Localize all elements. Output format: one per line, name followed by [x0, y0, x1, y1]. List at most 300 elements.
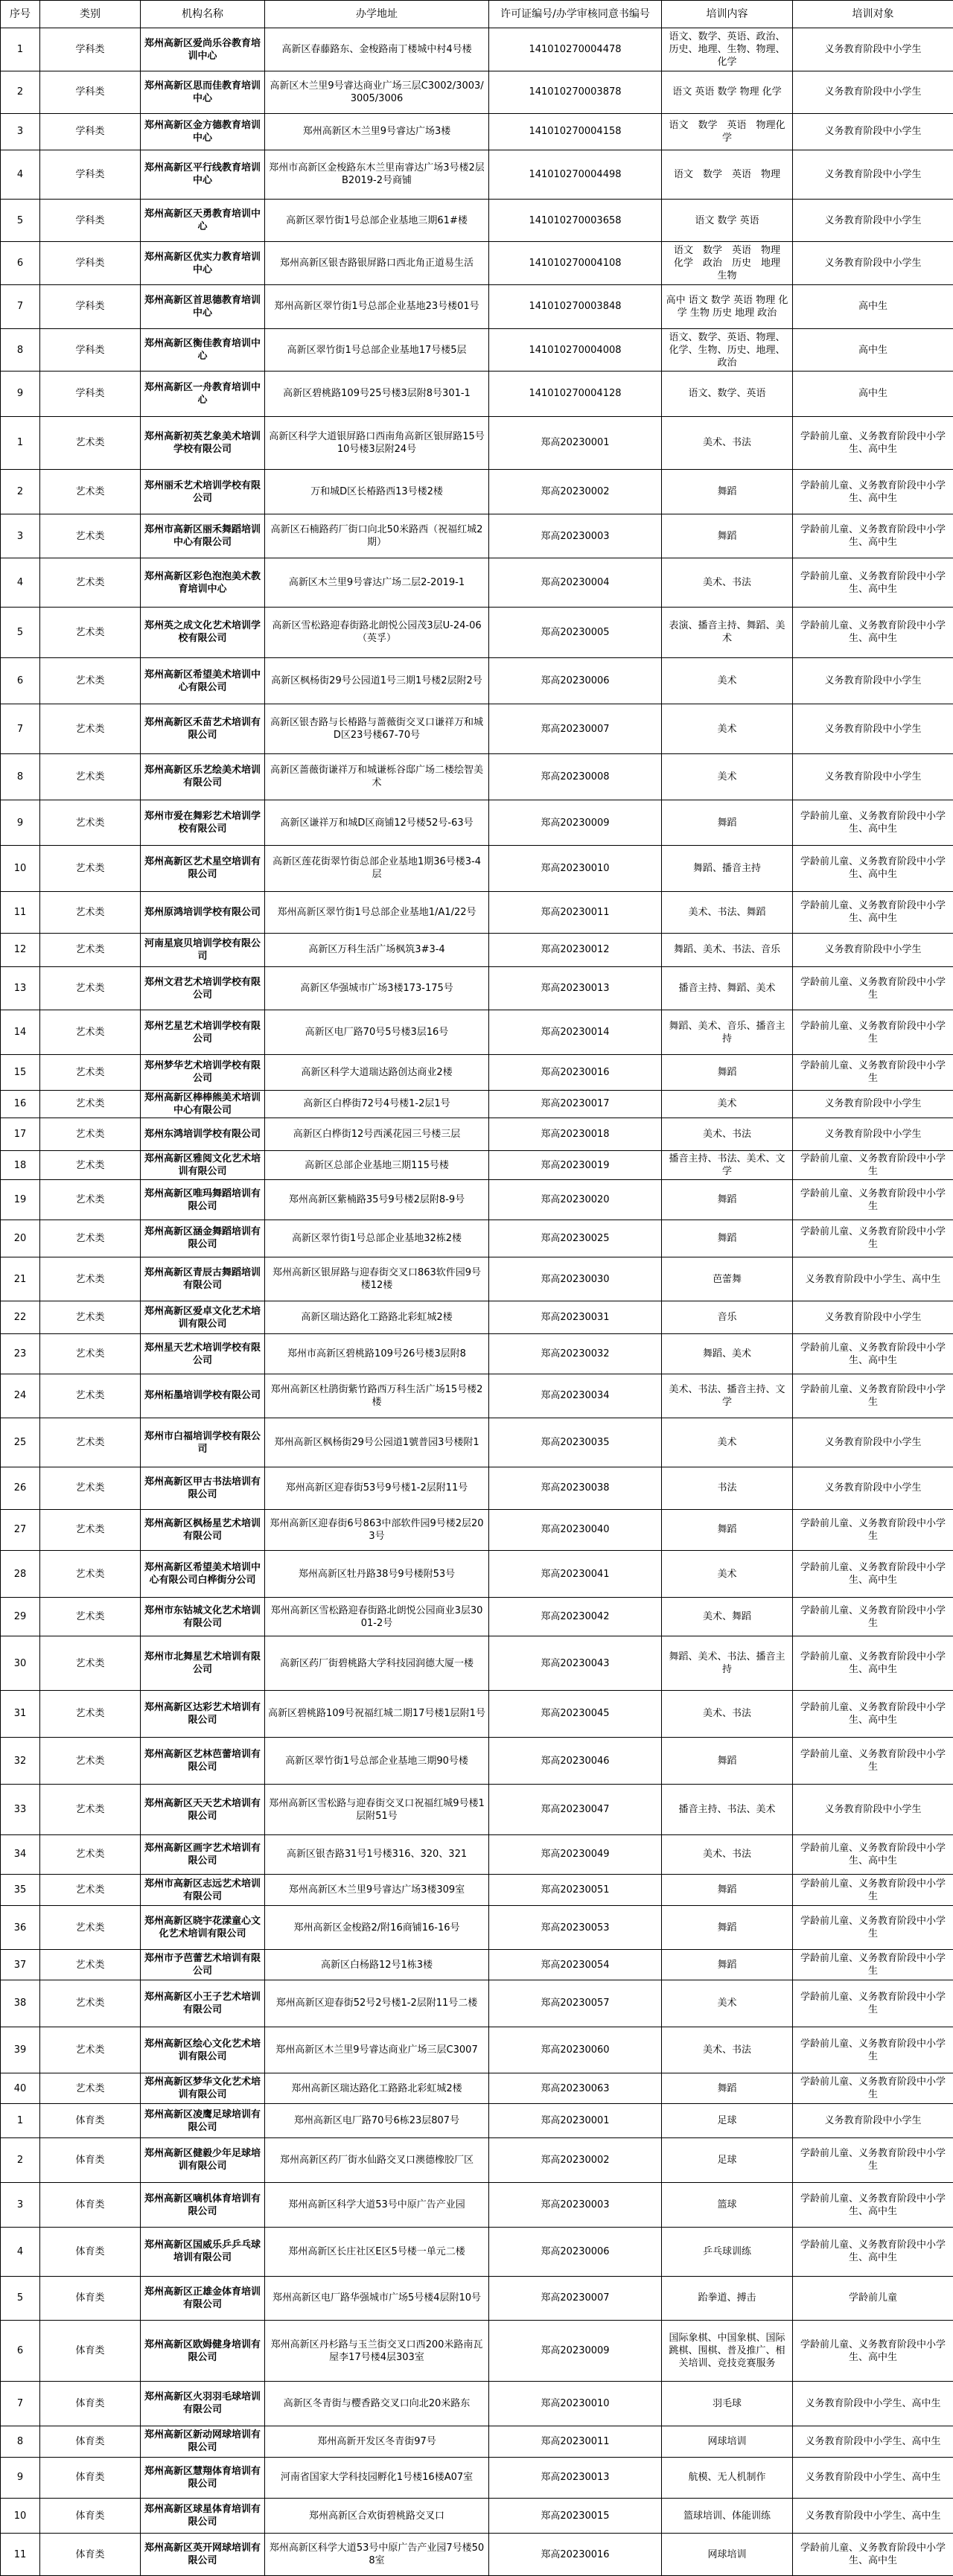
table-row: [1, 1785, 953, 1834]
cell-category: 艺术类: [40, 558, 141, 607]
table-row: [1, 846, 953, 891]
cell-category: 体育类: [40, 2276, 141, 2320]
cell-index: 6: [1, 242, 40, 284]
cell-index: 30: [1, 1636, 40, 1690]
cell-training-content: 美术、书法: [662, 1690, 793, 1737]
header-training-target: 培训对象: [793, 1, 953, 28]
table-row: [1, 2276, 953, 2320]
cell-training-target: 学龄前儿童、义务教育阶段中小学生、高中生: [793, 2182, 953, 2227]
table-row: [1, 328, 953, 371]
table-row: [1, 753, 953, 800]
cell-training-content: 舞蹈: [662, 514, 793, 558]
cell-license-number: 郑高20230003: [489, 514, 662, 558]
cell-institution-name: 郑州高新区青辰古舞蹈培训有限公司: [141, 1257, 265, 1301]
cell-category: 艺术类: [40, 800, 141, 846]
cell-institution-name: 郑州梦华艺术培训学校有限公司: [141, 1054, 265, 1090]
cell-license-number: 郑高20230010: [489, 2382, 662, 2426]
cell-address: 高新区碧桃路109号25号楼3层附8号301-1: [265, 372, 489, 416]
cell-institution-name: 郑州高新区英开网球培训有限公司: [141, 2534, 265, 2576]
cell-training-target: 义务教育阶段中小学生: [793, 933, 953, 966]
cell-index: 27: [1, 1509, 40, 1550]
cell-training-target: 学龄前儿童、义务教育阶段中小学生、高中生: [793, 416, 953, 469]
cell-training-target: 学龄前儿童、义务教育阶段中小学生、高中生: [793, 891, 953, 933]
cell-license-number: 郑高20230008: [489, 753, 662, 800]
cell-category: 学科类: [40, 328, 141, 371]
cell-institution-name: 郑州高新区雅阅文化艺术培训有限公司: [141, 1151, 265, 1180]
cell-index: 21: [1, 1257, 40, 1301]
table-row: [1, 967, 953, 1010]
cell-training-target: 义务教育阶段中小学生: [793, 753, 953, 800]
cell-address: 高新区白桦街12号西溪花园三号楼三层: [265, 1118, 489, 1151]
cell-index: 25: [1, 1418, 40, 1467]
cell-license-number: 郑高20230053: [489, 1906, 662, 1950]
cell-address: 高新区春藤路东、金梭路南丁楼城中村4号楼: [265, 28, 489, 71]
table-row: [1, 891, 953, 933]
cell-index: 2: [1, 469, 40, 514]
table-row: [1, 416, 953, 469]
cell-institution-name: 郑州高新区一舟教育培训中心: [141, 372, 265, 416]
cell-institution-name: 郑州东鸿培训学校有限公司: [141, 1118, 265, 1151]
cell-address: 高新区电厂路70号5号楼3层16号: [265, 1010, 489, 1054]
cell-training-content: 美术、舞蹈: [662, 1598, 793, 1636]
cell-institution-name: 郑州市予芭蕾艺术培训有限公司: [141, 1950, 265, 1980]
table-row: [1, 2499, 953, 2534]
cell-address: 河南省国家大学科技园孵化1号楼16楼A07室: [265, 2457, 489, 2498]
cell-institution-name: 郑州高新区金方德教育培训中心: [141, 113, 265, 150]
cell-address: 高新区翠竹街1号总部企业基地32栋2楼: [265, 1220, 489, 1257]
cell-training-content: 航模、无人机制作: [662, 2457, 793, 2498]
cell-training-target: 学龄前儿童、义务教育阶段中小学生、高中生: [793, 1636, 953, 1690]
cell-license-number: 141010270004108: [489, 242, 662, 284]
header-address: 办学地址: [265, 1, 489, 28]
table-row: [1, 1874, 953, 1905]
cell-training-content: 舞蹈: [662, 469, 793, 514]
cell-training-content: 美术、书法: [662, 2027, 793, 2073]
cell-training-target: 义务教育阶段中小学生: [793, 1090, 953, 1118]
cell-address: 郑州高新区银杏路银屏路口西北角正道易生活: [265, 242, 489, 284]
cell-address: 郑州高新区翠竹街1号总部企业基地1/A1/22号: [265, 891, 489, 933]
cell-index: 9: [1, 2457, 40, 2498]
cell-index: 40: [1, 2073, 40, 2104]
cell-category: 艺术类: [40, 1374, 141, 1418]
cell-index: 5: [1, 607, 40, 657]
cell-institution-name: 郑州高新区衡佳教育培训中心: [141, 328, 265, 371]
cell-training-target: 学龄前儿童、义务教育阶段中小学生: [793, 1010, 953, 1054]
cell-training-content: 篮球培训、体能训练: [662, 2499, 793, 2534]
cell-index: 17: [1, 1118, 40, 1151]
cell-institution-name: 郑州柘墨培训学校有限公司: [141, 1374, 265, 1418]
cell-license-number: 郑高20230001: [489, 416, 662, 469]
table-row: [1, 2457, 953, 2498]
cell-index: 1: [1, 2104, 40, 2137]
table-row: [1, 2320, 953, 2381]
cell-training-target: 高中生: [793, 328, 953, 371]
cell-address: 郑州高新区翠竹街1号总部企业基地23号楼01号: [265, 284, 489, 328]
cell-institution-name: 郑州高新区彩色泡泡美术教育培训中心: [141, 558, 265, 607]
cell-category: 艺术类: [40, 1010, 141, 1054]
cell-training-target: 学龄前儿童、义务教育阶段中小学生、高中生: [793, 2228, 953, 2276]
cell-training-content: 篮球: [662, 2182, 793, 2227]
cell-address: 高新区蔷薇街谦祥万和城谦栎谷邸广场二楼绘智美术: [265, 753, 489, 800]
cell-address: 高新区石楠路药厂街口向北50米路西（祝福红城2期）: [265, 514, 489, 558]
cell-category: 学科类: [40, 372, 141, 416]
cell-address: 郑州高新区金梭路2/附16商铺16-16号: [265, 1906, 489, 1950]
cell-license-number: 郑高20230041: [489, 1550, 662, 1597]
cell-training-target: 义务教育阶段中小学生、高中生: [793, 2382, 953, 2426]
cell-category: 体育类: [40, 2426, 141, 2457]
cell-institution-name: 郑州高新区棒棒熊美术培训中心有限公司: [141, 1090, 265, 1118]
table-row: [1, 28, 953, 71]
cell-training-content: 美术、书法、播音主持、文学: [662, 1374, 793, 1418]
cell-institution-name: 郑州高新区新动网球培训有限公司: [141, 2426, 265, 2457]
cell-index: 6: [1, 2320, 40, 2381]
table-row: [1, 800, 953, 846]
cell-address: 郑州高新区银屏路与迎春街交叉口863软件园9号楼12楼: [265, 1257, 489, 1301]
table-row: [1, 2426, 953, 2457]
cell-training-target: 学龄前儿童、义务教育阶段中小学生: [793, 1509, 953, 1550]
cell-category: 艺术类: [40, 1980, 141, 2027]
cell-training-target: 学龄前儿童、义务教育阶段中小学生、高中生: [793, 1690, 953, 1737]
table-row: [1, 1980, 953, 2027]
cell-training-target: 义务教育阶段中小学生: [793, 2104, 953, 2137]
cell-institution-name: 郑州市北舞星艺术培训有限公司: [141, 1636, 265, 1690]
cell-license-number: 郑高20230016: [489, 1054, 662, 1090]
cell-institution-name: 郑州高新区优实力教育培训中心: [141, 242, 265, 284]
table-row: [1, 1834, 953, 1874]
cell-address: 高新区总部企业基地三期115号楼: [265, 1151, 489, 1180]
cell-training-content: 高中 语文 数学 英语 物理 化学 生物 历史 地理 政治: [662, 284, 793, 328]
cell-category: 艺术类: [40, 1220, 141, 1257]
cell-address: 万和城D区长椿路西13号楼2楼: [265, 469, 489, 514]
cell-license-number: 141010270003658: [489, 200, 662, 242]
cell-training-content: 语文、数学、英语、物理、化学、生物、历史、地理、政治: [662, 328, 793, 371]
cell-address: 郑州高新区迎春街52号2号楼1-2层附11号二楼: [265, 1980, 489, 2027]
cell-address: 高新区冬青街与樱香路交叉口向北20米路东: [265, 2382, 489, 2426]
cell-training-content: 跆拳道、搏击: [662, 2276, 793, 2320]
cell-training-content: 舞蹈、美术、书法、音乐: [662, 933, 793, 966]
cell-index: 4: [1, 150, 40, 199]
table-row: [1, 2228, 953, 2276]
cell-category: 体育类: [40, 2382, 141, 2426]
table-row: [1, 372, 953, 416]
cell-training-target: 学龄前儿童、义务教育阶段中小学生、高中生: [793, 514, 953, 558]
cell-training-target: 学龄前儿童、义务教育阶段中小学生: [793, 1151, 953, 1180]
cell-index: 7: [1, 2382, 40, 2426]
table-row: [1, 200, 953, 242]
cell-license-number: 郑高20230012: [489, 933, 662, 966]
cell-category: 艺术类: [40, 2073, 141, 2104]
header-index: 序号: [1, 1, 40, 28]
cell-training-content: 舞蹈: [662, 1950, 793, 1980]
cell-training-content: 国际象棋、中国象棋、国际跳棋、围棋、普及推广、相关培训、竞技竞赛服务: [662, 2320, 793, 2381]
cell-institution-name: 郑州市东钴城文化艺术培训有限公司: [141, 1598, 265, 1636]
cell-category: 体育类: [40, 2137, 141, 2182]
cell-address: 高新区莲花街翠竹街总部企业基地1期36号楼3-4层: [265, 846, 489, 891]
cell-category: 艺术类: [40, 1054, 141, 1090]
cell-category: 体育类: [40, 2182, 141, 2227]
cell-index: 2: [1, 2137, 40, 2182]
cell-index: 5: [1, 2276, 40, 2320]
cell-index: 4: [1, 2228, 40, 2276]
cell-category: 艺术类: [40, 1090, 141, 1118]
cell-institution-name: 郑州高新区火羽羽毛球培训有限公司: [141, 2382, 265, 2426]
cell-training-content: 舞蹈: [662, 1509, 793, 1550]
cell-training-target: 义务教育阶段中小学生: [793, 242, 953, 284]
cell-license-number: 郑高20230057: [489, 1980, 662, 2027]
cell-address: 郑州高新区紫楠路35号9号楼2层附8-9号: [265, 1180, 489, 1220]
cell-institution-name: 郑州高新区平行线教育培训中心: [141, 150, 265, 199]
cell-license-number: 郑高20230004: [489, 558, 662, 607]
cell-license-number: 郑高20230040: [489, 1509, 662, 1550]
table-row: [1, 1220, 953, 1257]
cell-category: 艺术类: [40, 1785, 141, 1834]
cell-license-number: 郑高20230007: [489, 704, 662, 753]
cell-index: 14: [1, 1010, 40, 1054]
table-row: [1, 1090, 953, 1118]
cell-license-number: 郑高20230032: [489, 1334, 662, 1374]
cell-training-content: 音乐: [662, 1301, 793, 1334]
cell-training-target: 学龄前儿童、义务教育阶段中小学生、高中生: [793, 607, 953, 657]
cell-license-number: 郑高20230010: [489, 846, 662, 891]
cell-training-content: 乒乓球训练: [662, 2228, 793, 2276]
table-row: [1, 1010, 953, 1054]
cell-index: 32: [1, 1738, 40, 1785]
cell-license-number: 郑高20230011: [489, 2426, 662, 2457]
cell-address: 郑州高新区长庄社区E区5号楼一单元二楼: [265, 2228, 489, 2276]
cell-index: 20: [1, 1220, 40, 1257]
cell-address: 高新区枫杨街29号公园道1号三期1号楼2层附2号: [265, 658, 489, 704]
cell-institution-name: 郑州英之成文化艺术培训学校有限公司: [141, 607, 265, 657]
cell-address: 郑州高新区瑞达路化工路路北彩虹城2楼: [265, 2073, 489, 2104]
table-row: [1, 1151, 953, 1180]
cell-index: 24: [1, 1374, 40, 1418]
cell-license-number: 郑高20230060: [489, 2027, 662, 2073]
cell-training-content: 足球: [662, 2137, 793, 2182]
cell-training-content: 舞蹈、播音主持: [662, 846, 793, 891]
cell-institution-name: 郑州高新区希望美术培训中心有限公司: [141, 658, 265, 704]
cell-index: 18: [1, 1151, 40, 1180]
cell-index: 26: [1, 1467, 40, 1509]
cell-training-target: 学龄前儿童、义务教育阶段中小学生: [793, 1980, 953, 2027]
cell-training-target: 学龄前儿童、义务教育阶段中小学生: [793, 1598, 953, 1636]
cell-institution-name: 郑州市爱在舞彩艺术培训学校有限公司: [141, 800, 265, 846]
cell-training-content: 舞蹈: [662, 1220, 793, 1257]
cell-training-content: 芭蕾舞: [662, 1257, 793, 1301]
table-row: [1, 1301, 953, 1334]
cell-training-target: 学龄前儿童、义务教育阶段中小学生: [793, 1180, 953, 1220]
cell-institution-name: 郑州文君艺术培训学校有限公司: [141, 967, 265, 1010]
cell-index: 16: [1, 1090, 40, 1118]
table-row: [1, 1636, 953, 1690]
cell-category: 艺术类: [40, 1418, 141, 1467]
cell-training-target: 学龄前儿童、义务教育阶段中小学生、高中生: [793, 558, 953, 607]
cell-license-number: 郑高20230011: [489, 891, 662, 933]
cell-category: 艺术类: [40, 1301, 141, 1334]
cell-institution-name: 郑州高新区爱卓文化艺术培训有限公司: [141, 1301, 265, 1334]
cell-index: 9: [1, 800, 40, 846]
cell-index: 6: [1, 658, 40, 704]
cell-license-number: 141010270004478: [489, 28, 662, 71]
cell-license-number: 郑高20230038: [489, 1467, 662, 1509]
cell-institution-name: 郑州高新区欧姆健身培训有限公司: [141, 2320, 265, 2381]
cell-index: 39: [1, 2027, 40, 2073]
cell-training-target: 义务教育阶段中小学生、高中生: [793, 2426, 953, 2457]
table-row: [1, 1374, 953, 1418]
cell-category: 体育类: [40, 2457, 141, 2498]
cell-training-content: 舞蹈: [662, 800, 793, 846]
cell-institution-name: 郑州高新区艺林芭蕾培训有限公司: [141, 1738, 265, 1785]
cell-index: 8: [1, 328, 40, 371]
cell-training-target: 义务教育阶段中小学生: [793, 200, 953, 242]
cell-address: 高新区翠竹街1号总部企业基地三期61#楼: [265, 200, 489, 242]
table-row: [1, 2027, 953, 2073]
cell-license-number: 郑高20230006: [489, 658, 662, 704]
table-row: [1, 1690, 953, 1737]
cell-license-number: 141010270004498: [489, 150, 662, 199]
cell-training-content: 美术、书法: [662, 1834, 793, 1874]
cell-institution-name: 郑州高新区艺术星空培训有限公司: [141, 846, 265, 891]
cell-training-content: 网球培训: [662, 2534, 793, 2576]
cell-category: 艺术类: [40, 2027, 141, 2073]
table-body: [1, 28, 953, 2576]
cell-category: 学科类: [40, 71, 141, 113]
cell-address: 郑州高新区杜鹃街紫竹路西万科生活广场15号楼2楼: [265, 1374, 489, 1418]
cell-index: 23: [1, 1334, 40, 1374]
cell-index: 1: [1, 28, 40, 71]
cell-training-content: 美术: [662, 1418, 793, 1467]
cell-training-target: 义务教育阶段中小学生: [793, 1785, 953, 1834]
cell-training-target: 学龄前儿童、义务教育阶段中小学生: [793, 1950, 953, 1980]
cell-institution-name: 郑州星天艺术培训学校有限公司: [141, 1334, 265, 1374]
cell-address: 郑州高新区枫杨街29号公园道1號普园3号楼附1: [265, 1418, 489, 1467]
cell-institution-name: 郑州高新区正雄金体育培训有限公司: [141, 2276, 265, 2320]
table-row: [1, 2137, 953, 2182]
cell-category: 艺术类: [40, 891, 141, 933]
cell-training-target: 学龄前儿童、义务教育阶段中小学生、高中生: [793, 2534, 953, 2576]
cell-index: 12: [1, 933, 40, 966]
cell-training-content: 美术: [662, 658, 793, 704]
cell-training-target: 学龄前儿童、义务教育阶段中小学生: [793, 1906, 953, 1950]
cell-address: 高新区翠竹街1号总部企业基地17号楼5层: [265, 328, 489, 371]
cell-institution-name: 郑州高新区慧翔体育培训有限公司: [141, 2457, 265, 2498]
cell-license-number: 郑高20230019: [489, 1151, 662, 1180]
cell-training-target: 义务教育阶段中小学生、高中生: [793, 2499, 953, 2534]
table-row: [1, 1950, 953, 1980]
cell-training-content: 美术: [662, 1980, 793, 2027]
table-row: [1, 71, 953, 113]
cell-index: 31: [1, 1690, 40, 1737]
cell-license-number: 141010270004128: [489, 372, 662, 416]
cell-training-content: 语文 英语 数学 物理 化学: [662, 71, 793, 113]
table-row: [1, 469, 953, 514]
cell-category: 艺术类: [40, 1834, 141, 1874]
cell-license-number: 郑高20230016: [489, 2534, 662, 2576]
cell-index: 36: [1, 1906, 40, 1950]
cell-training-target: 学龄前儿童: [793, 2276, 953, 2320]
cell-institution-name: 郑州高新区希望美术培训中心有限公司白桦街分公司: [141, 1550, 265, 1597]
cell-training-target: 义务教育阶段中小学生: [793, 1118, 953, 1151]
cell-training-content: 舞蹈: [662, 1738, 793, 1785]
cell-address: 高新区谦祥万和城D区商铺12号楼52号-63号: [265, 800, 489, 846]
cell-category: 艺术类: [40, 416, 141, 469]
cell-index: 37: [1, 1950, 40, 1980]
table-row: [1, 704, 953, 753]
cell-license-number: 郑高20230002: [489, 469, 662, 514]
cell-address: 高新区药厂街碧桃路大学科技园润德大厦一楼: [265, 1636, 489, 1690]
cell-training-target: 学龄前儿童、义务教育阶段中小学生、高中生: [793, 846, 953, 891]
cell-license-number: 郑高20230025: [489, 1220, 662, 1257]
cell-institution-name: 河南星宸贝培训学校有限公司: [141, 933, 265, 966]
cell-license-number: 郑高20230063: [489, 2073, 662, 2104]
cell-institution-name: 郑州艺星艺术培训学校有限公司: [141, 1010, 265, 1054]
cell-address: 郑州高新区电厂路华强城市广场5号楼4层附10号: [265, 2276, 489, 2320]
table-row: [1, 558, 953, 607]
table-row: [1, 1180, 953, 1220]
table-row: [1, 607, 953, 657]
cell-address: 郑州高新区科学大道53号中原广告产业园: [265, 2182, 489, 2227]
cell-training-target: 学龄前儿童、义务教育阶段中小学生: [793, 1374, 953, 1418]
cell-index: 33: [1, 1785, 40, 1834]
cell-training-content: 美术、书法、舞蹈: [662, 891, 793, 933]
cell-institution-name: 郑州高新区绘心文化艺术培训有限公司: [141, 2027, 265, 2073]
cell-address: 郑州高新区木兰里9号睿达商业广场三层C3007: [265, 2027, 489, 2073]
cell-training-content: 语文 数学 英语 物理 化学 政治 历史 地理 生物: [662, 242, 793, 284]
cell-training-target: 义务教育阶段中小学生: [793, 113, 953, 150]
table-row: [1, 2534, 953, 2576]
cell-address: 郑州高新区木兰里9号睿达广场3楼309室: [265, 1874, 489, 1905]
cell-index: 7: [1, 284, 40, 328]
cell-training-content: 足球: [662, 2104, 793, 2137]
cell-index: 3: [1, 514, 40, 558]
cell-license-number: 郑高20230013: [489, 2457, 662, 2498]
cell-address: 郑州高新开发区冬青街97号: [265, 2426, 489, 2457]
cell-training-target: 义务教育阶段中小学生: [793, 71, 953, 113]
header-institution-name: 机构名称: [141, 1, 265, 28]
cell-institution-name: 郑州高新区嘀机体育培训有限公司: [141, 2182, 265, 2227]
table-row: [1, 2104, 953, 2137]
cell-license-number: 141010270003878: [489, 71, 662, 113]
table-row: [1, 1418, 953, 1467]
cell-category: 艺术类: [40, 658, 141, 704]
cell-category: 艺术类: [40, 1906, 141, 1950]
cell-license-number: 郑高20230045: [489, 1690, 662, 1737]
cell-category: 体育类: [40, 2228, 141, 2276]
cell-index: 11: [1, 891, 40, 933]
cell-address: 高新区碧桃路109号祝福红城二期17号楼1层附1号: [265, 1690, 489, 1737]
cell-training-target: 义务教育阶段中小学生: [793, 704, 953, 753]
cell-training-content: 美术: [662, 753, 793, 800]
cell-institution-name: 郑州高新区爱尚乐谷教育培训中心: [141, 28, 265, 71]
cell-license-number: 141010270004008: [489, 328, 662, 371]
table-row: [1, 284, 953, 328]
cell-category: 学科类: [40, 113, 141, 150]
cell-address: 高新区白杨路12号1栋3楼: [265, 1950, 489, 1980]
cell-index: 11: [1, 2534, 40, 2576]
cell-address: 高新区木兰里9号睿达广场二层2-2019-1: [265, 558, 489, 607]
table-row: [1, 1550, 953, 1597]
cell-category: 艺术类: [40, 933, 141, 966]
cell-license-number: 郑高20230015: [489, 2499, 662, 2534]
cell-category: 艺术类: [40, 1950, 141, 1980]
cell-index: 19: [1, 1180, 40, 1220]
cell-category: 体育类: [40, 2534, 141, 2576]
cell-training-target: 义务教育阶段中小学生: [793, 150, 953, 199]
cell-institution-name: 郑州原鸿培训学校有限公司: [141, 891, 265, 933]
cell-training-content: 羽毛球: [662, 2382, 793, 2426]
cell-category: 学科类: [40, 284, 141, 328]
cell-training-content: 播音主持、书法、美术: [662, 1785, 793, 1834]
cell-index: 9: [1, 372, 40, 416]
